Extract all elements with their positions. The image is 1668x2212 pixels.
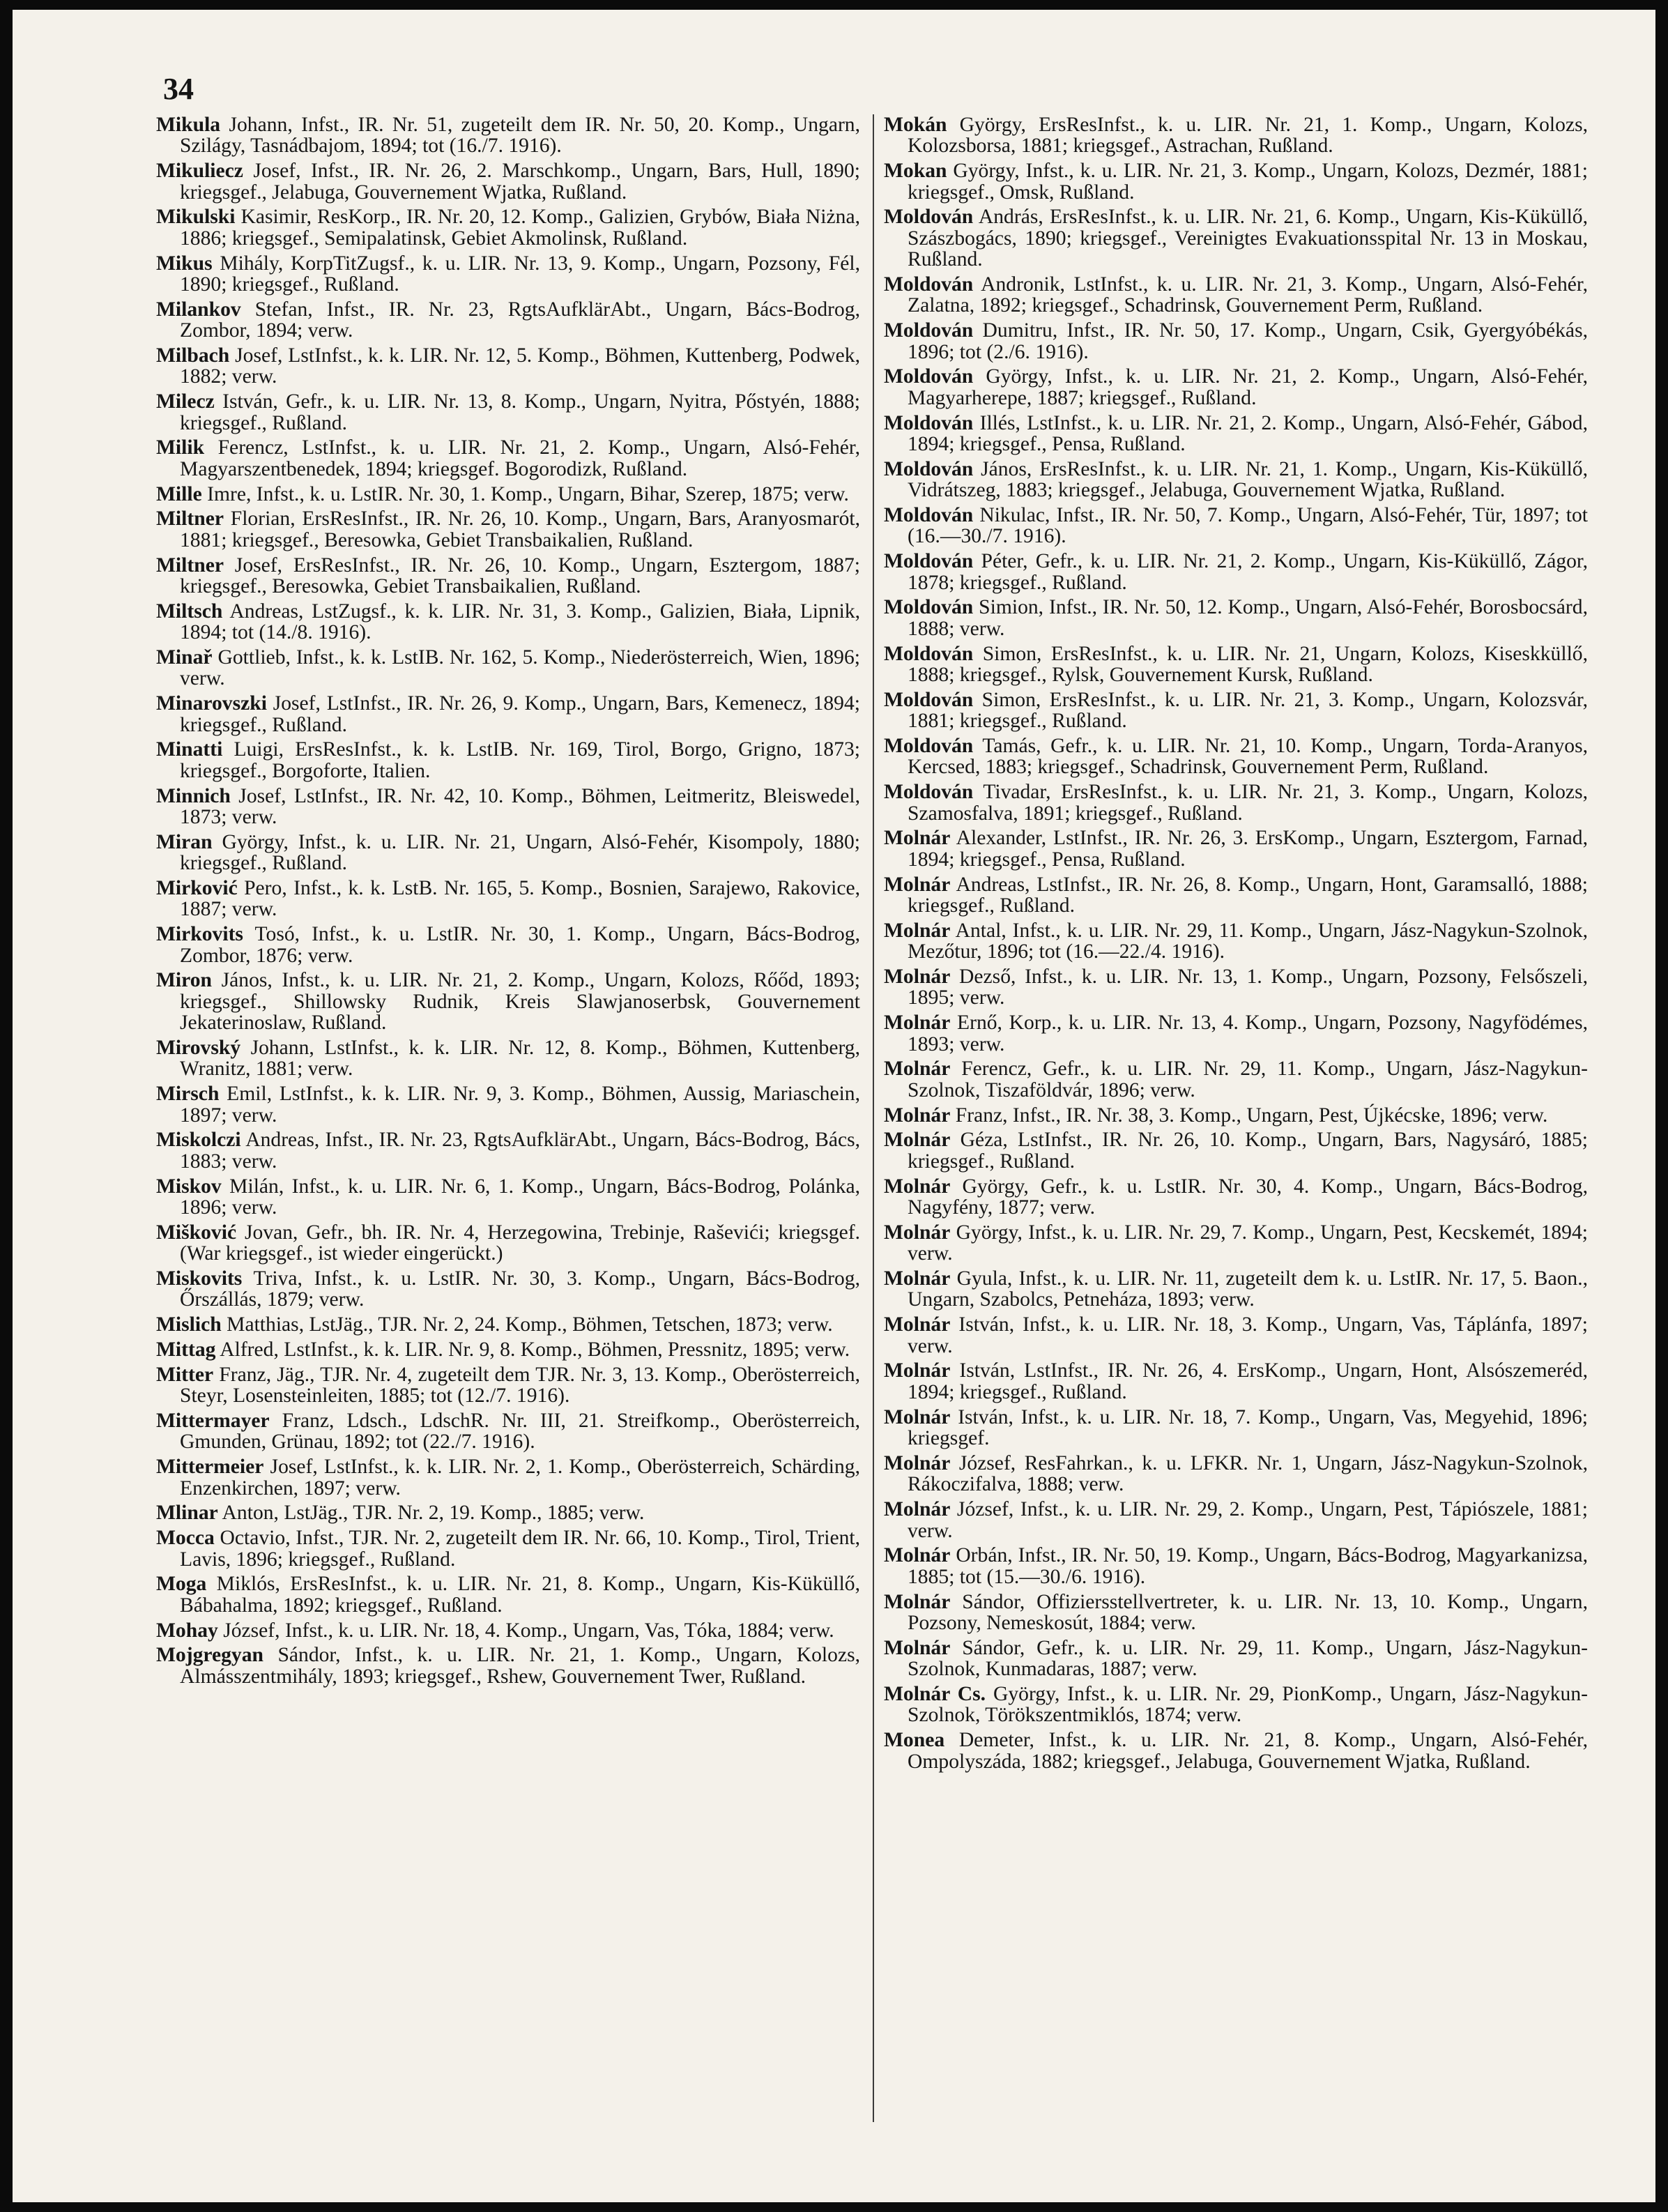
casualty-entry: [156, 1268, 860, 1311]
casualty-entry: [156, 1573, 860, 1616]
casualty-entry: [884, 643, 1588, 686]
entry-details: Géza, LstInfst., IR. Nr. 26, 10. Komp., Ungarn, Bars, Nagysáró, 1885; kriegsgef., Rußland.: [908, 1129, 1588, 1173]
entry-details: Simon, ErsResInfst., k. u. LIR. Nr. 21, Ungarn, Kolozs, Kiseskküllő, 1888; kriegsgef., Rylsk, Gouvernement Kursk, Rußland.: [908, 642, 1588, 687]
entry-surname: Mislich: [156, 1313, 222, 1336]
entry-surname: Moldován: [884, 411, 974, 434]
entry-surname: Miron: [156, 969, 213, 992]
entry-details: György, Infst., k. u. LIR. Nr. 29, PionKomp., Ungarn, Jász-Nagykun-Szolnok, Törökszentmiklós, 1874; verw.: [908, 1682, 1589, 1727]
casualty-entry: [156, 970, 860, 1033]
entry-details: Dezső, Infst., k. u. LIR. Nr. 13, 1. Komp., Ungarn, Pozsony, Felsőszeli, 1895; verw.: [908, 966, 1588, 1009]
entry-surname: Molnár: [884, 1451, 951, 1474]
entry-surname: Mirkovits: [156, 923, 243, 946]
entry-details: György, Infst., k. u. LIR. Nr. 21, Ungarn, Alsó-Fehér, Kisompoly, 1880; kriegsgef., Rußland.: [180, 830, 860, 875]
casualty-entry: [156, 1364, 860, 1407]
entry-details: Andreas, Infst., IR. Nr. 23, RgtsAufklärAbt., Ungarn, Bács-Bodrog, Bács, 1883; verw.: [180, 1129, 861, 1173]
entry-surname: Miltner: [156, 508, 224, 531]
entry-details: János, ErsResInfst., k. u. LIR. Nr. 21, 1. Komp., Ungarn, Kis-Küküllő, Vidrátszeg, 1883; kriegsgef., Jelabuga, Gouvernement Wjatka, Rußland.: [908, 457, 1588, 502]
entry-surname: Mojgregyan: [156, 1644, 263, 1667]
casualty-entry: [156, 1176, 860, 1219]
entry-surname: Moldován: [884, 688, 974, 711]
entry-surname: Moldován: [884, 206, 974, 229]
casualty-entry: [884, 1360, 1588, 1403]
entry-surname: Molnár: [884, 1129, 951, 1152]
entry-details: György, ErsResInfst., k. u. LIR. Nr. 21, 1. Komp., Ungarn, Kolozs, Kolozsborsa, 1881; kriegsgef., Astrachan, Rußland.: [908, 114, 1588, 158]
entry-details: Dumitru, Infst., IR. Nr. 50, 17. Komp., Ungarn, Csik, Gyergyóbékás, 1896; tot (2./6. 1916).: [908, 319, 1588, 363]
entry-details: Mihály, KorpTitZugsf., k. u. LIR. Nr. 13, 9. Komp., Ungarn, Pozsony, Fél, 1890; kriegsgef., Rußland.: [180, 252, 860, 296]
entry-surname: Mikuliecz: [156, 160, 243, 183]
entry-surname: Moldován: [884, 596, 974, 619]
entry-surname: Miltsch: [156, 600, 223, 623]
entry-details: Nikulac, Infst., IR. Nr. 50, 7. Komp., Ungarn, Alsó-Fehér, Tür, 1897; tot (16.—30./7. 1916).: [908, 504, 1588, 548]
entry-details: Simion, Infst., IR. Nr. 50, 12. Komp., Ungarn, Alsó-Fehér, Borosbocsárd, 1888; verw.: [908, 596, 1588, 640]
casualty-entry: [156, 1222, 860, 1265]
casualty-entry: [156, 924, 860, 966]
casualty-entry: [156, 1502, 860, 1523]
entry-details: Andreas, LstZugsf., k. k. LIR. Nr. 31, 3. Komp., Galizien, Biała, Lipnik, 1894; tot (14./8. 1916).: [180, 600, 861, 644]
entry-surname: Mitter: [156, 1363, 214, 1386]
entry-details: József, ResFahrkan., k. u. LFKR. Nr. 1, Ungarn, Jász-Nagykun-Szolnok, Rákoczifalva, 1888; verw.: [908, 1451, 1588, 1496]
casualty-entry: [884, 1268, 1588, 1311]
entry-details: István, LstInfst., IR. Nr. 26, 4. ErsKomp., Ungarn, Hont, Alsószemeréd, 1894; kriegsgef., Rußland.: [908, 1359, 1588, 1403]
casualty-entry: [884, 1012, 1588, 1055]
entry-surname: Miltner: [156, 554, 224, 577]
entry-surname: Milik: [156, 436, 205, 459]
entry-surname: Mokan: [884, 160, 947, 183]
casualty-entry: [156, 739, 860, 781]
casualty-entry: [884, 206, 1588, 270]
entry-surname: Molnár: [884, 1544, 951, 1567]
entry-details: Antal, Infst., k. u. LIR. Nr. 29, 11. Komp., Ungarn, Jász-Nagykun-Szolnok, Mezőtur, 1896; tot (16.—22./4. 1916).: [908, 919, 1589, 963]
entry-surname: Molnár Cs.: [884, 1682, 986, 1705]
entry-surname: Molnár: [884, 1636, 951, 1659]
entry-details: Sándor, Offiziersstellvertreter, k. u. LIR. Nr. 13, 10. Komp., Ungarn, Pozsony, Nemeskosút, 1884; verw.: [908, 1590, 1588, 1634]
casualty-entry: [884, 413, 1588, 455]
entry-surname: Miskovits: [156, 1267, 243, 1290]
entry-surname: Minatti: [156, 738, 223, 761]
casualty-entry: [884, 459, 1588, 501]
entry-details: Sándor, Gefr., k. u. LIR. Nr. 29, 11. Komp., Ungarn, Jász-Nagykun-Szolnok, Kunmadaras, 1887; verw.: [908, 1636, 1588, 1681]
casualty-entry: [884, 874, 1588, 917]
casualty-entry: [884, 1499, 1588, 1541]
casualty-entry: [156, 1410, 860, 1453]
entry-details: Pero, Infst., k. k. LstB. Nr. 165, 5. Komp., Bosnien, Sarajewo, Rakovice, 1887; verw.: [180, 877, 860, 921]
entry-surname: Molnár: [884, 1267, 951, 1290]
casualty-entry: [156, 1645, 860, 1687]
entry-details: Josef, LstInfst., k. k. LIR. Nr. 2, 1. Komp., Oberösterreich, Schärding, Enzenkirchen, 1897; verw.: [180, 1456, 860, 1500]
casualty-entry: [156, 1456, 860, 1499]
casualty-entry: [884, 1222, 1588, 1265]
casualty-entry: [156, 484, 860, 505]
entry-surname: Molnár: [884, 1405, 951, 1428]
entry-details: Josef, Infst., IR. Nr. 26, 2. Marschkomp., Ungarn, Bars, Hull, 1890; kriegsgef., Jelabuga, Gouvernement Wjatka, Rußland.: [180, 160, 860, 204]
casualty-entry: [884, 320, 1588, 363]
casualty-entry: [156, 832, 860, 874]
casualty-entry: [884, 366, 1588, 409]
casualty-entry: [156, 1037, 860, 1080]
entry-details: Gyula, Infst., k. u. LIR. Nr. 11, zugeteilt dem k. u. LstIR. Nr. 17, 5. Baon., Ungarn, Szabolcs, Petneháza, 1893; verw.: [908, 1267, 1588, 1311]
entry-surname: Milbach: [156, 344, 230, 367]
entry-surname: Minnich: [156, 784, 231, 807]
entry-details: János, Infst., k. u. LIR. Nr. 21, 2. Komp., Ungarn, Kolozs, Rőőd, 1893; kriegsgef., Shillowsky Rudnik, Kreis Slawjanoserbsk, Gouvernement Jekaterinoslaw, Rußland.: [180, 969, 860, 1035]
entry-details: György, Infst., k. u. LIR. Nr. 21, 3. Komp., Ungarn, Kolozs, Dezmér, 1881; kriegsgef., Omsk, Rußland.: [908, 160, 1588, 204]
entry-details: Franz, Jäg., TJR. Nr. 4, zugeteilt dem TJR. Nr. 3, 13. Komp., Oberösterreich, Steyr, Losensteinleiten, 1885; tot (12./7. 1916).: [180, 1363, 860, 1408]
entry-surname: Mikus: [156, 252, 213, 275]
casualty-entry: [156, 786, 860, 828]
entry-details: Orbán, Infst., IR. Nr. 50, 19. Komp., Ungarn, Bács-Bodrog, Magyarkanizsa, 1885; tot (15.—30./6. 1916).: [908, 1544, 1588, 1588]
casualty-entry: [156, 253, 860, 296]
entry-surname: Milankov: [156, 298, 241, 321]
entry-details: György, Infst., k. u. LIR. Nr. 29, 7. Komp., Ungarn, Pest, Kecskemét, 1894; verw.: [908, 1221, 1588, 1265]
casualty-entry: [156, 1129, 860, 1172]
casualty-entry: [884, 505, 1588, 547]
casualty-entry: [884, 274, 1588, 316]
casualty-entry: [884, 1314, 1588, 1357]
entry-surname: Mikulski: [156, 206, 236, 229]
entry-details: Triva, Infst., k. u. LstIR. Nr. 30, 3. Komp., Ungarn, Bács-Bodrog, Őrszállás, 1879; verw.: [180, 1267, 860, 1311]
entry-surname: Molnár: [884, 966, 951, 989]
casualty-entry: [156, 555, 860, 597]
entry-surname: Miskolczi: [156, 1129, 241, 1152]
entry-details: Franz, Ldsch., LdschR. Nr. III, 21. Streifkomp., Oberösterreich, Gmunden, Grünau, 1892; tot (22./7. 1916).: [180, 1410, 860, 1454]
casualty-entry: [884, 1129, 1588, 1172]
entry-details: József, Infst., k. u. LIR. Nr. 29, 2. Komp., Ungarn, Pest, Tápiószele, 1881; verw.: [908, 1498, 1588, 1542]
entry-details: Miklós, ErsResInfst., k. u. LIR. Nr. 21, 8. Komp., Ungarn, Kis-Küküllő, Bábahalma, 1892; kriegsgef., Rußland.: [180, 1573, 860, 1617]
casualty-entry: [156, 1314, 860, 1335]
page-number: 34: [163, 72, 194, 106]
entry-details: Alexander, LstInfst., IR. Nr. 26, 3. ErsKomp., Ungarn, Esztergom, Farnad, 1894; kriegsgef., Pensa, Rußland.: [908, 827, 1588, 871]
entry-surname: Mokán: [884, 114, 947, 136]
entry-details: Matthias, LstJäg., TJR. Nr. 2, 24. Komp., Böhmen, Tetschen, 1873; verw.: [227, 1313, 833, 1336]
entry-surname: Moldován: [884, 273, 974, 296]
casualty-entry: [156, 345, 860, 388]
entry-details: Imre, Infst., k. u. LstIR. Nr. 30, 1. Komp., Ungarn, Bihar, Szerep, 1875; verw.: [207, 482, 849, 505]
entry-details: Anton, LstJäg., TJR. Nr. 2, 19. Komp., 1885; verw.: [222, 1502, 645, 1525]
entry-surname: Mille: [156, 482, 202, 505]
entry-surname: Miran: [156, 830, 213, 853]
entry-surname: Milecz: [156, 390, 215, 413]
entry-details: Gottlieb, Infst., k. k. LstIB. Nr. 162, 5. Komp., Niederösterreich, Wien, 1896; verw.: [180, 646, 860, 690]
casualty-entry: [884, 1684, 1588, 1726]
entry-surname: Mišković: [156, 1221, 237, 1244]
entry-details: Josef, LstInfst., IR. Nr. 26, 9. Komp., Ungarn, Bars, Kemenecz, 1894; kriegsgef., Rußland.: [180, 692, 860, 736]
casualty-entry: [156, 114, 860, 157]
entry-surname: Molnár: [884, 1058, 951, 1081]
entry-details: Ferencz, Gefr., k. u. LIR. Nr. 29, 11. Komp., Ungarn, Jász-Nagykun-Szolnok, Tiszaföldvár, 1896; verw.: [908, 1058, 1588, 1101]
entry-details: Illés, LstInfst., k. u. LIR. Nr. 21, 2. Komp., Ungarn, Alsó-Fehér, Gábod, 1894; kriegsgef., Pensa, Rußland.: [908, 411, 1588, 456]
entry-details: Franz, Infst., IR. Nr. 38, 3. Komp., Ungarn, Pest, Újkécske, 1896; verw.: [955, 1104, 1548, 1127]
entry-surname: Mocca: [156, 1527, 215, 1550]
entry-details: Josef, LstInfst., k. k. LIR. Nr. 12, 5. Komp., Böhmen, Kuttenberg, Podwek, 1882; verw.: [180, 344, 860, 388]
casualty-entry: [156, 647, 860, 689]
casualty-entry: [156, 601, 860, 643]
casualty-entry: [884, 735, 1588, 778]
right-column: [884, 114, 1588, 1776]
casualty-entry: [884, 1058, 1588, 1101]
casualty-entry: [884, 160, 1588, 203]
entry-details: Simon, ErsResInfst., k. u. LIR. Nr. 21, 3. Komp., Ungarn, Kolozsvár, 1881; kriegsgef., Rußland.: [908, 688, 1588, 733]
entry-details: Ferencz, LstInfst., k. u. LIR. Nr. 21, 2. Komp., Ungarn, Alsó-Fehér, Magyarszentbenedek, 1894; kriegsgef. Bogorodizk, Rußland.: [180, 436, 861, 480]
entry-details: Johann, LstInfst., k. k. LIR. Nr. 12, 8. Komp., Böhmen, Kuttenberg, Wranitz, 1881; verw.: [180, 1037, 860, 1081]
casualty-entry: [156, 1527, 860, 1570]
entry-details: György, Gefr., k. u. LstIR. Nr. 30, 4. Komp., Ungarn, Bács-Bodrog, Nagyfény, 1877; verw.: [908, 1175, 1589, 1219]
casualty-entry: [156, 299, 860, 342]
entry-details: József, Infst., k. u. LIR. Nr. 18, 4. Komp., Ungarn, Vas, Tóka, 1884; verw.: [223, 1619, 834, 1642]
entry-details: Demeter, Infst., k. u. LIR. Nr. 21, 8. Komp., Ungarn, Alsó-Fehér, Ompolyszáda, 1882; kriegsgef., Jelabuga, Gouvernement Wjatka, Rußland.: [908, 1729, 1588, 1773]
entry-details: Péter, Gefr., k. u. LIR. Nr. 21, 2. Komp., Ungarn, Kis-Küküllő, Zágor, 1878; kriegsgef., Rußland.: [908, 550, 1588, 594]
casualty-entry: [884, 551, 1588, 593]
entry-details: Alfred, LstInfst., k. k. LIR. Nr. 9, 8. Komp., Böhmen, Pressnitz, 1895; verw.: [220, 1338, 850, 1361]
casualty-entry: [884, 689, 1588, 732]
entry-details: Johann, Infst., IR. Nr. 51, zugeteilt dem IR. Nr. 50, 20. Komp., Ungarn, Szilágy, Tasnádbajom, 1894; tot (16./7. 1916).: [180, 114, 861, 158]
entry-surname: Moldován: [884, 550, 974, 573]
casualty-entry: [156, 693, 860, 735]
entry-details: Tamás, Gefr., k. u. LIR. Nr. 21, 10. Komp., Ungarn, Torda-Aranyos, Kercsed, 1883; kriegsgef., Schadrinsk, Gouvernement Perm, Rußland.: [908, 735, 1588, 779]
entry-surname: Mirković: [156, 877, 238, 900]
entry-surname: Mittag: [156, 1338, 216, 1361]
entry-details: Andronik, LstInfst., k. u. LIR. Nr. 21, 3. Komp., Ungarn, Alsó-Fehér, Zalatna, 1892; kriegsgef., Schadrinsk, Gouvernement Perm, Rußland.: [908, 273, 1589, 317]
casualty-entry: [156, 391, 860, 434]
casualty-entry: [884, 1638, 1588, 1680]
casualty-entry: [156, 1083, 860, 1126]
entry-details: Stefan, Infst., IR. Nr. 23, RgtsAufklärAbt., Ungarn, Bács-Bodrog, Zombor, 1894; verw.: [180, 298, 860, 342]
casualty-entry: [884, 1105, 1588, 1126]
entry-surname: Moldován: [884, 365, 974, 388]
column-divider: [873, 114, 874, 2122]
entry-surname: Minař: [156, 646, 213, 669]
casualty-entry: [156, 508, 860, 551]
entry-details: Josef, LstInfst., IR. Nr. 42, 10. Komp., Böhmen, Leitmeritz, Bleiswedel, 1873; verw.: [180, 784, 860, 829]
entry-surname: Molnár: [884, 1221, 951, 1244]
entry-details: Kasimir, ResKorp., IR. Nr. 20, 12. Komp., Galizien, Grybów, Biała Niżna, 1886; kriegsgef., Semipalatinsk, Gebiet Akmolinsk, Rußland.: [180, 206, 860, 250]
entry-surname: Molnár: [884, 1359, 951, 1382]
casualty-entry: [884, 1453, 1588, 1495]
entry-details: György, Infst., k. u. LIR. Nr. 21, 2. Komp., Ungarn, Alsó-Fehér, Magyarherepe, 1887; kriegsgef., Rußland.: [908, 365, 1588, 409]
casualty-entry: [156, 878, 860, 920]
casualty-entry: [884, 1407, 1588, 1449]
entry-surname: Moldován: [884, 735, 974, 758]
entry-details: Andreas, LstInfst., IR. Nr. 26, 8. Komp., Ungarn, Hont, Garamsalló, 1888; kriegsgef., Rußland.: [908, 873, 1588, 917]
entry-surname: Molnár: [884, 1498, 951, 1521]
casualty-entry: [156, 160, 860, 203]
casualty-entry: [884, 1176, 1588, 1219]
casualty-entry: [156, 1339, 860, 1360]
entry-details: Luigi, ErsResInfst., k. k. LstIB. Nr. 169, Tirol, Borgo, Grigno, 1873; kriegsgef., Borgoforte, Italien.: [180, 738, 860, 782]
entry-surname: Mohay: [156, 1619, 218, 1642]
entry-surname: Molnár: [884, 919, 951, 942]
casualty-entry: [156, 206, 860, 249]
entry-details: Florian, ErsResInfst., IR. Nr. 26, 10. Komp., Ungarn, Bars, Aranyosmarót, 1881; kriegsgef., Beresowka, Gebiet Transbaikalien, Rußland.: [180, 508, 860, 551]
entry-details: Josef, ErsResInfst., IR. Nr. 26, 10. Komp., Ungarn, Esztergom, 1887; kriegsgef., Beresowka, Gebiet Transbaikalien, Rußland.: [180, 554, 860, 598]
entry-surname: Miskov: [156, 1175, 222, 1198]
entry-surname: Moldován: [884, 319, 974, 342]
casualty-entry: [884, 781, 1588, 824]
entry-details: István, Infst., k. u. LIR. Nr. 18, 3. Komp., Ungarn, Vas, Táplánfa, 1897; verw.: [908, 1313, 1588, 1357]
entry-surname: Moldován: [884, 504, 974, 527]
casualty-entry: [884, 114, 1588, 157]
entry-surname: Mlinar: [156, 1502, 218, 1525]
casualty-entry: [884, 920, 1588, 963]
casualty-entry: [884, 1730, 1588, 1772]
entry-details: Sándor, Infst., k. u. LIR. Nr. 21, 1. Komp., Ungarn, Kolozs, Almásszentmihály, 1893; kriegsgef., Rshew, Gouvernement Twer, Rußland.: [180, 1644, 860, 1688]
entry-surname: Molnár: [884, 827, 951, 850]
entry-surname: Moldován: [884, 642, 974, 665]
casualty-entry: [884, 597, 1588, 639]
casualty-entry: [884, 1545, 1588, 1587]
entry-surname: Moga: [156, 1573, 207, 1596]
document-page: [13, 10, 1655, 2202]
left-column: [156, 114, 860, 1691]
entry-surname: Molnár: [884, 1590, 951, 1613]
entry-surname: Mittermeier: [156, 1456, 264, 1479]
entry-surname: Molnár: [884, 1104, 951, 1127]
entry-surname: Monea: [884, 1729, 945, 1752]
casualty-entry: [884, 966, 1588, 1009]
entry-details: István, Gefr., k. u. LIR. Nr. 13, 8. Komp., Ungarn, Nyitra, Pőstyén, 1888; kriegsgef., Rußland.: [180, 390, 860, 434]
casualty-entry: [884, 827, 1588, 870]
entry-surname: Moldován: [884, 781, 974, 804]
entry-details: Tivadar, ErsResInfst., k. u. LIR. Nr. 21, 3. Komp., Ungarn, Kolozs, Szamosfalva, 1891; kriegsgef., Rußland.: [908, 781, 1588, 825]
entry-surname: Molnár: [884, 873, 951, 896]
casualty-entry: [156, 1620, 860, 1641]
entry-surname: Minarovszki: [156, 692, 267, 715]
entry-details: Jovan, Gefr., bh. IR. Nr. 4, Herzegowina, Trebinje, Raševići; kriegsgef. (War kriegsgef., ist wieder eingerückt.): [180, 1221, 860, 1265]
entry-details: Milán, Infst., k. u. LIR. Nr. 6, 1. Komp., Ungarn, Bács-Bodrog, Polánka, 1896; verw.: [180, 1175, 860, 1219]
entry-details: Octavio, Infst., TJR. Nr. 2, zugeteilt dem IR. Nr. 66, 10. Komp., Tirol, Trient, Lavis, 1896; kriegsgef., Rußland.: [180, 1527, 860, 1571]
entry-details: István, Infst., k. u. LIR. Nr. 18, 7. Komp., Ungarn, Vas, Megyehid, 1896; kriegsgef.: [908, 1405, 1588, 1450]
entry-surname: Mirovský: [156, 1037, 241, 1060]
entry-surname: Molnár: [884, 1175, 951, 1198]
entry-surname: Molnár: [884, 1313, 951, 1336]
entry-details: Emil, LstInfst., k. k. LIR. Nr. 9, 3. Komp., Böhmen, Aussig, Mariaschein, 1897; verw.: [180, 1083, 860, 1127]
entry-details: András, ErsResInfst., k. u. LIR. Nr. 21, 6. Komp., Ungarn, Kis-Küküllő, Szászbogács, 1890; kriegsgef., Vereinigtes Evakuationsspital Nr. 13 in Moskau, Rußland.: [908, 206, 1588, 271]
casualty-entry: [156, 437, 860, 480]
entry-details: Ernő, Korp., k. u. LIR. Nr. 13, 4. Komp., Ungarn, Pozsony, Nagyfödémes, 1893; verw.: [908, 1012, 1588, 1055]
entry-surname: Mikula: [156, 114, 221, 136]
entry-details: Tosó, Infst., k. u. LstIR. Nr. 30, 1. Komp., Ungarn, Bács-Bodrog, Zombor, 1876; verw.: [180, 923, 860, 967]
entry-surname: Molnár: [884, 1012, 951, 1035]
entry-surname: Mirsch: [156, 1083, 220, 1106]
casualty-entry: [884, 1592, 1588, 1634]
entry-surname: Moldován: [884, 457, 974, 480]
entry-surname: Mittermayer: [156, 1410, 270, 1433]
